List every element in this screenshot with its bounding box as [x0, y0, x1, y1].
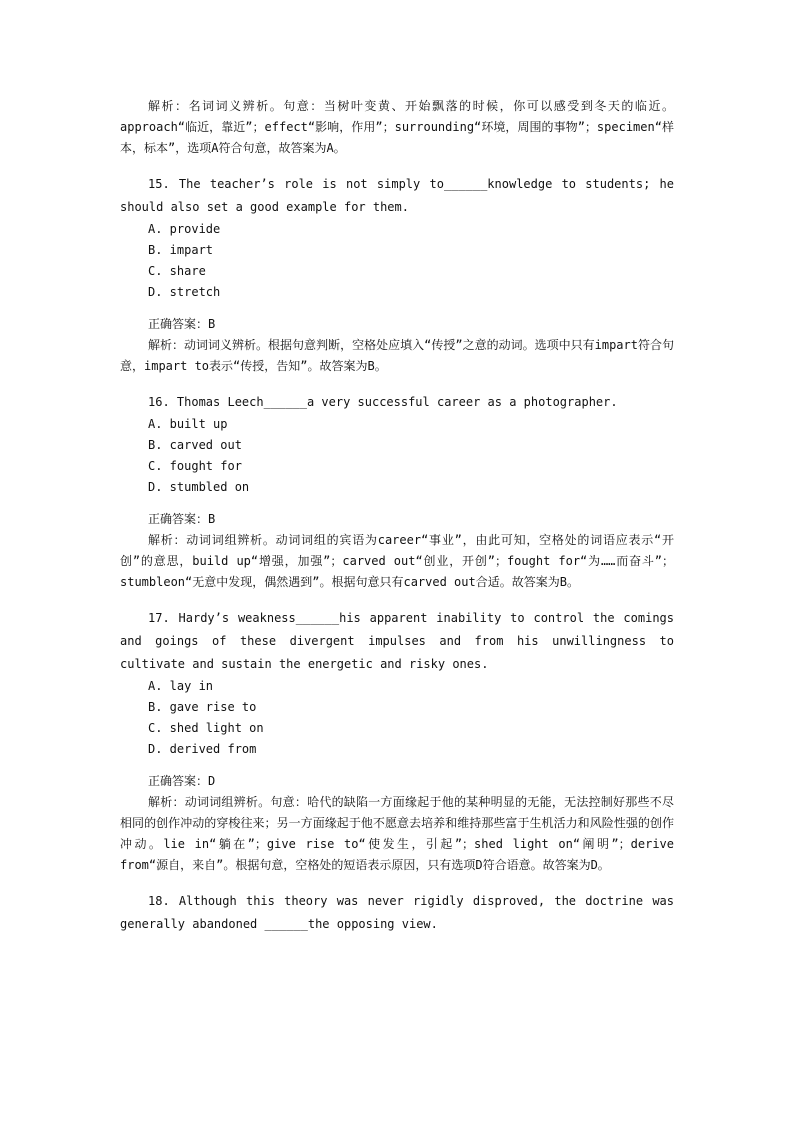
q16-analysis: 解析：动词词组辨析。动词词组的宾语为career“事业”，由此可知，空格处的词语应表示“开创”的意思，build up“增强，加强”；carved out“创业，开创”；fought for“为……而奋斗”；stumbleon“无意中发现，偶然遇到”。根据句意只有carved out合适。故答案为B。: [120, 533, 674, 589]
q17-option-d: D. derived from: [148, 742, 257, 756]
q15-option-d: D. stretch: [148, 285, 221, 299]
q17-option-c: C. shed light on: [148, 721, 264, 735]
q17-option-b: B. gave rise to: [148, 700, 257, 714]
q16-option-d: D. stumbled on: [148, 480, 250, 494]
q15-stem: 15. The teacher’s role is not simply to______knowledge to students; he should also set a good example for them.: [120, 177, 674, 214]
q16-stem: 16. Thomas Leech______a very successful career as a photographer.: [148, 395, 618, 409]
q17-stem: 17. Hardy’s weakness______his apparent inability to control the comings and goings of these divergent impulses and from his unwillingness to cultivate and sustain the energetic and risky ones.: [120, 611, 674, 671]
q16-option-c: C. fought for: [148, 459, 242, 473]
q14-analysis: 解析：名词词义辨析。句意：当树叶变黄、开始飘落的时候，你可以感受到冬天的临近。approach“临近，靠近”；effect“影响，作用”；surrounding“环境，周围的事物”；specimen“样本，标本”，选项A符合句意，故答案为A。: [120, 99, 674, 155]
q17-analysis: 解析：动词词组辨析。句意：哈代的缺陷一方面缘起于他的某种明显的无能，无法控制好那些不尽相同的创作冲动的穿梭往来；另一方面缘起于他不愿意去培养和维持那些富于生机活力和风险性强的创作冲动。lie in“躺在”；give rise to“使发生，引起”；shed light on“阐明”；derive from“源自，来自”。根据句意，空格处的短语表示原因，只有选项D符合语意。故答案为D。: [120, 795, 674, 872]
q17-answer: 正确答案：D: [148, 774, 216, 788]
q15-answer: 正确答案：B: [148, 317, 216, 331]
q16-answer: 正确答案：B: [148, 512, 216, 526]
q16-option-b: B. carved out: [148, 438, 242, 452]
q15-analysis: 解析：动词词义辨析。根据句意判断，空格处应填入“传授”之意的动词。选项中只有impart符合句意，impart to表示“传授，告知”。故答案为B。: [120, 338, 674, 373]
q15-option-c: C. share: [148, 264, 206, 278]
q15-option-b: B. impart: [148, 243, 214, 257]
q16-option-a: A. built up: [148, 417, 228, 431]
q18-stem: 18. Although this theory was never rigidly disproved, the doctrine was generally abandoned ______the opposing view.: [120, 894, 674, 931]
q17-option-a: A. lay in: [148, 679, 214, 693]
q15-option-a: A. provide: [148, 222, 221, 236]
document-page: [120, 96, 674, 936]
